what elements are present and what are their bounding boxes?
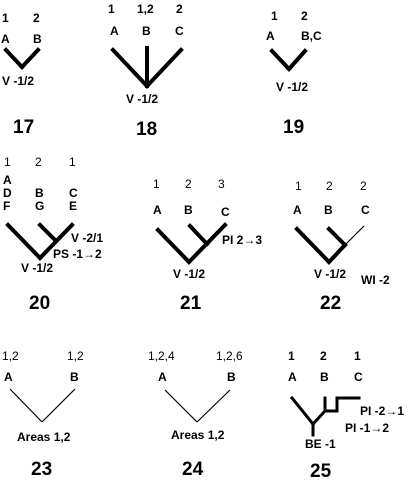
tree-branches bbox=[10, 389, 75, 422]
taxon-label: A bbox=[110, 24, 119, 38]
event-label: V -1/2 bbox=[173, 267, 206, 281]
area-label: 1 bbox=[354, 349, 361, 363]
taxon-label: A bbox=[4, 370, 13, 384]
tree-branches bbox=[165, 390, 230, 422]
event-label: V -1/2 bbox=[126, 92, 159, 106]
area-label: 1 bbox=[288, 349, 295, 363]
event-label: PI 2→3 bbox=[222, 233, 263, 247]
event-label: V -2/1 bbox=[71, 231, 104, 245]
taxon-label: B,C bbox=[301, 29, 322, 43]
panel-number: 20 bbox=[29, 293, 51, 314]
event-label: V -1/2 bbox=[276, 80, 309, 94]
area-label: 1,2,6 bbox=[216, 349, 243, 363]
area-label: 1 bbox=[271, 9, 278, 23]
taxon-label: B bbox=[142, 24, 151, 38]
taxon-label: B bbox=[70, 370, 79, 384]
panel-number: 23 bbox=[31, 459, 53, 480]
event-label: PI -1→2 bbox=[345, 421, 390, 435]
panel-number: 19 bbox=[283, 117, 305, 138]
panel-20 bbox=[3, 155, 103, 314]
panel-number: 24 bbox=[182, 459, 204, 480]
event-label: WI -2 bbox=[361, 273, 390, 287]
taxon-label: C bbox=[221, 205, 230, 219]
taxon-label: B bbox=[35, 186, 44, 200]
panel-number: 18 bbox=[136, 119, 158, 140]
area-label: 1 bbox=[4, 155, 11, 169]
taxon-label: A bbox=[153, 203, 162, 217]
event-label: Areas 1,2 bbox=[17, 430, 71, 444]
taxon-label: C bbox=[354, 370, 363, 384]
panel-24 bbox=[148, 349, 243, 480]
panel-number: 21 bbox=[180, 293, 202, 314]
panel-number: 17 bbox=[13, 117, 35, 138]
taxon-label: G bbox=[35, 199, 45, 213]
taxon-label: B bbox=[33, 32, 42, 46]
area-label: 1 bbox=[153, 177, 160, 191]
area-label: 1 bbox=[2, 11, 9, 25]
panel-25 bbox=[288, 349, 404, 482]
taxon-label: C bbox=[361, 203, 370, 217]
taxon-label: A bbox=[3, 173, 12, 187]
area-label: 1,2 bbox=[137, 2, 154, 16]
area-label: 2 bbox=[35, 155, 42, 169]
panel-22 bbox=[293, 179, 390, 314]
taxon-label: D bbox=[3, 186, 12, 200]
panel-21 bbox=[153, 177, 262, 314]
taxon-label: A bbox=[158, 370, 167, 384]
area-label: 1,2,4 bbox=[148, 349, 175, 363]
area-label: 1 bbox=[69, 155, 76, 169]
event-label: BE -1 bbox=[305, 437, 336, 451]
taxon-label: C bbox=[69, 186, 78, 200]
event-label: PI -2→1 bbox=[360, 404, 405, 418]
area-label: 2 bbox=[33, 11, 40, 25]
event-label: V -1/2 bbox=[21, 261, 54, 275]
tree-branches bbox=[113, 48, 181, 86]
panel-18 bbox=[108, 2, 184, 140]
tree-branches bbox=[272, 51, 305, 69]
panel-17 bbox=[1, 11, 42, 138]
area-label: 2 bbox=[301, 9, 308, 23]
area-label: 2 bbox=[360, 179, 367, 193]
area-label: 1 bbox=[295, 179, 302, 193]
taxon-label: B bbox=[184, 203, 193, 217]
taxon-label: B bbox=[324, 203, 333, 217]
tree-branches bbox=[297, 229, 345, 262]
taxon-label: E bbox=[69, 199, 78, 213]
panel-number: 25 bbox=[310, 461, 332, 482]
taxon-label: A bbox=[266, 29, 275, 43]
area-label: 2 bbox=[320, 349, 327, 363]
taxon-label: A bbox=[288, 370, 297, 384]
taxon-label: C bbox=[175, 24, 184, 38]
tree-branches bbox=[158, 225, 225, 262]
event-label: Areas 1,2 bbox=[171, 428, 225, 442]
area-label: 3 bbox=[218, 177, 225, 191]
area-label: 2 bbox=[326, 179, 333, 193]
taxon-label: F bbox=[3, 199, 11, 213]
area-label: 1,2 bbox=[67, 349, 84, 363]
tree-branches bbox=[6, 50, 38, 67]
event-label: V -1/2 bbox=[2, 74, 35, 88]
area-label: 1 bbox=[108, 2, 115, 16]
panel-19 bbox=[266, 9, 322, 138]
partial-branch-line bbox=[345, 226, 364, 245]
area-label: 1,2 bbox=[2, 349, 19, 363]
panel-23 bbox=[2, 349, 84, 480]
taxon-label: A bbox=[1, 32, 10, 46]
panel-number: 22 bbox=[320, 293, 342, 314]
event-label: V -1/2 bbox=[314, 267, 347, 281]
event-label: PS -1→2 bbox=[53, 247, 102, 261]
area-label: 2 bbox=[185, 177, 192, 191]
taxon-label: B bbox=[320, 370, 329, 384]
taxon-label: B bbox=[227, 370, 236, 384]
area-label: 2 bbox=[176, 2, 183, 16]
taxon-label: A bbox=[293, 203, 302, 217]
